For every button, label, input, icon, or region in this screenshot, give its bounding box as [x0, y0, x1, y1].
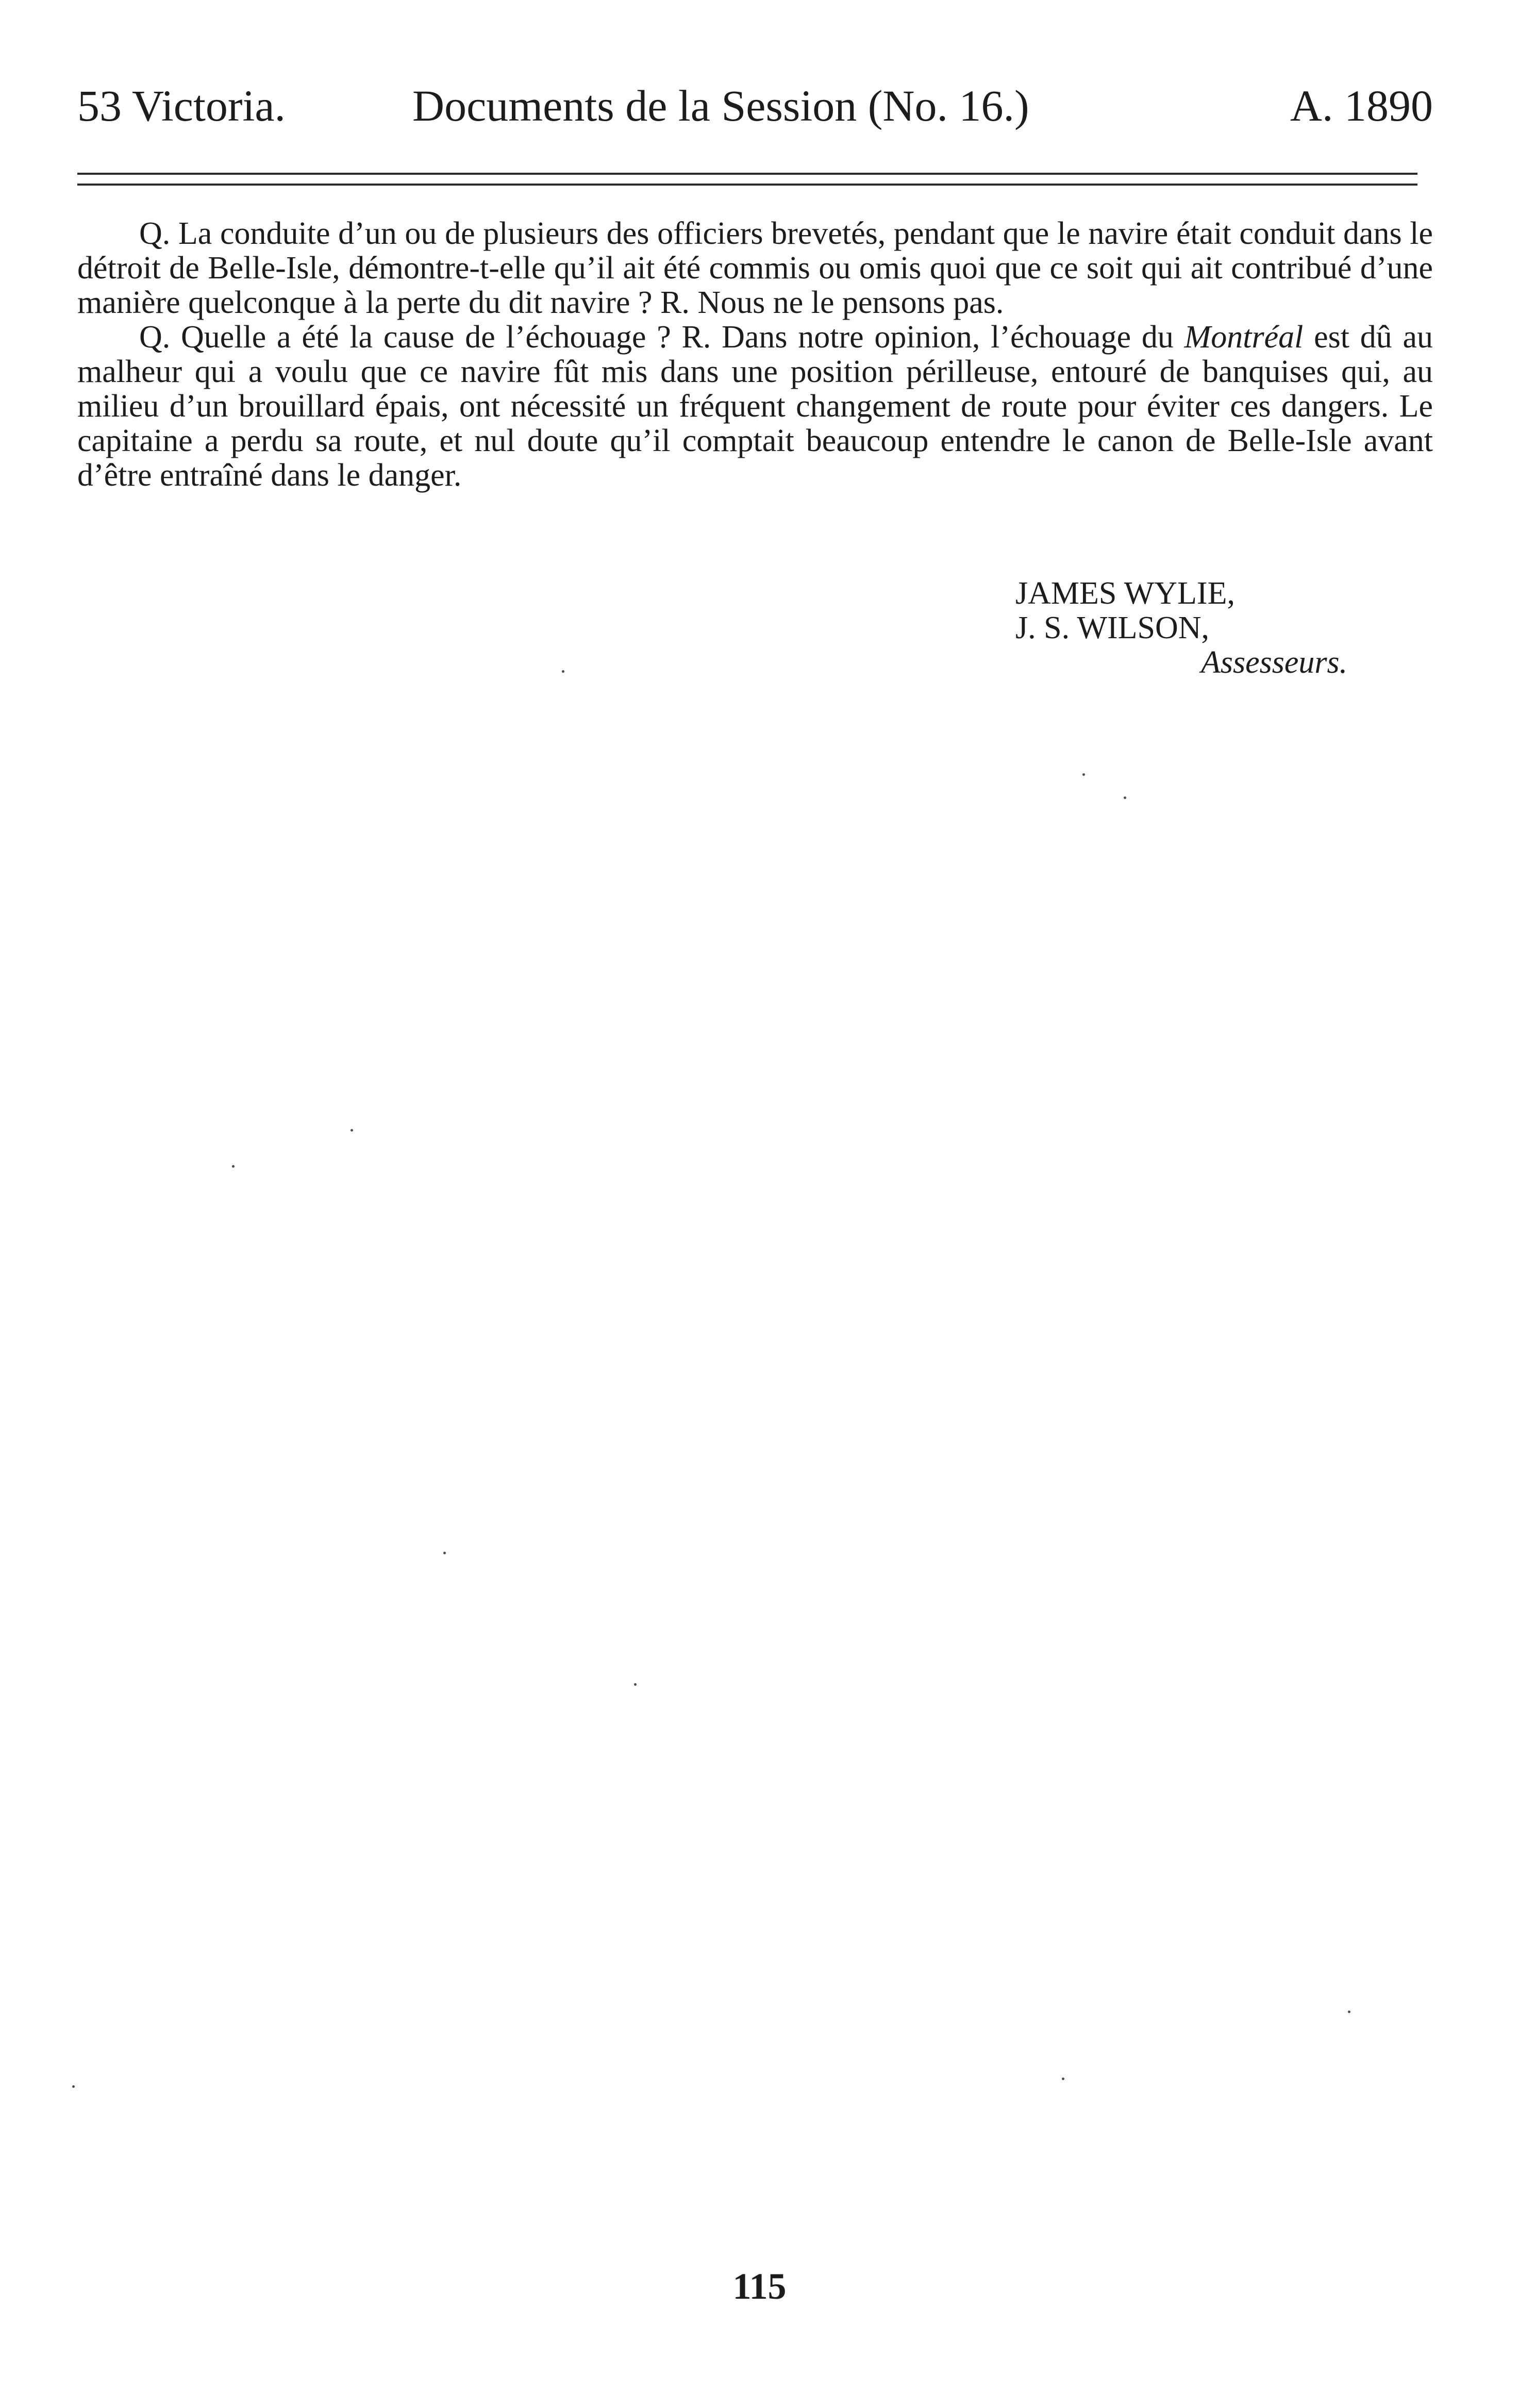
paragraph-question-2 — [77, 320, 1433, 493]
header-year: A. 1890 — [1290, 81, 1433, 130]
header-rule-top — [77, 173, 1417, 175]
scan-speck — [232, 1165, 235, 1168]
header-rule-bottom — [77, 184, 1417, 186]
header-volume: 53 Victoria. — [77, 81, 286, 130]
signature-title: Assesseurs. — [1201, 645, 1348, 680]
page-number: 115 — [732, 2266, 787, 2307]
body-text — [77, 217, 1433, 493]
running-header — [77, 77, 1433, 134]
paragraph-2-start: Q. Quelle a été la cause de l’échouage ? R. Dans notre opinion, l’échouage du — [139, 320, 1184, 355]
ship-name: Montréal — [1184, 320, 1304, 355]
scan-speck — [562, 670, 564, 673]
paragraph-question-1: Q. La conduite d’un ou de plusieurs des officiers brevetés, pendant que le navire était conduit dans le détroit de Belle-Isle, démontre-t-elle qu’il ait été commis ou omis quoi que ce soit qui ait contribué d’une manière quelconque à la perte du dit navire ? R. Nous ne le pensons pas. — [77, 216, 1433, 320]
signature-name-1: JAMES WYLIE, — [1015, 576, 1235, 611]
header-title: Documents de la Session (No. 16.) — [412, 81, 1029, 130]
scan-speck — [1082, 773, 1085, 776]
scan-speck — [634, 1683, 637, 1686]
scan-speck — [1124, 796, 1126, 799]
signature-name-2: J. S. WILSON, — [1015, 610, 1210, 645]
scan-speck — [1348, 2011, 1350, 2013]
scan-speck — [72, 2085, 75, 2088]
paragraph-2-rest: est dû au malheur qui a voulu que ce navire fût mis dans une position périlleuse, entouré de banquises qui, au milieu d’un brouillard épais, ont nécessité un fréquent changement de route pour éviter ces dangers. Le capitaine a perdu sa route, et nul doute qu’il comptait beaucoup entendre le canon de Belle-Isle avant d’être entraîné dans le danger. — [77, 320, 1433, 493]
scan-speck — [1062, 2078, 1064, 2080]
scan-speck — [350, 1129, 353, 1132]
signature-block — [1015, 576, 1428, 680]
scan-speck — [443, 1552, 446, 1554]
